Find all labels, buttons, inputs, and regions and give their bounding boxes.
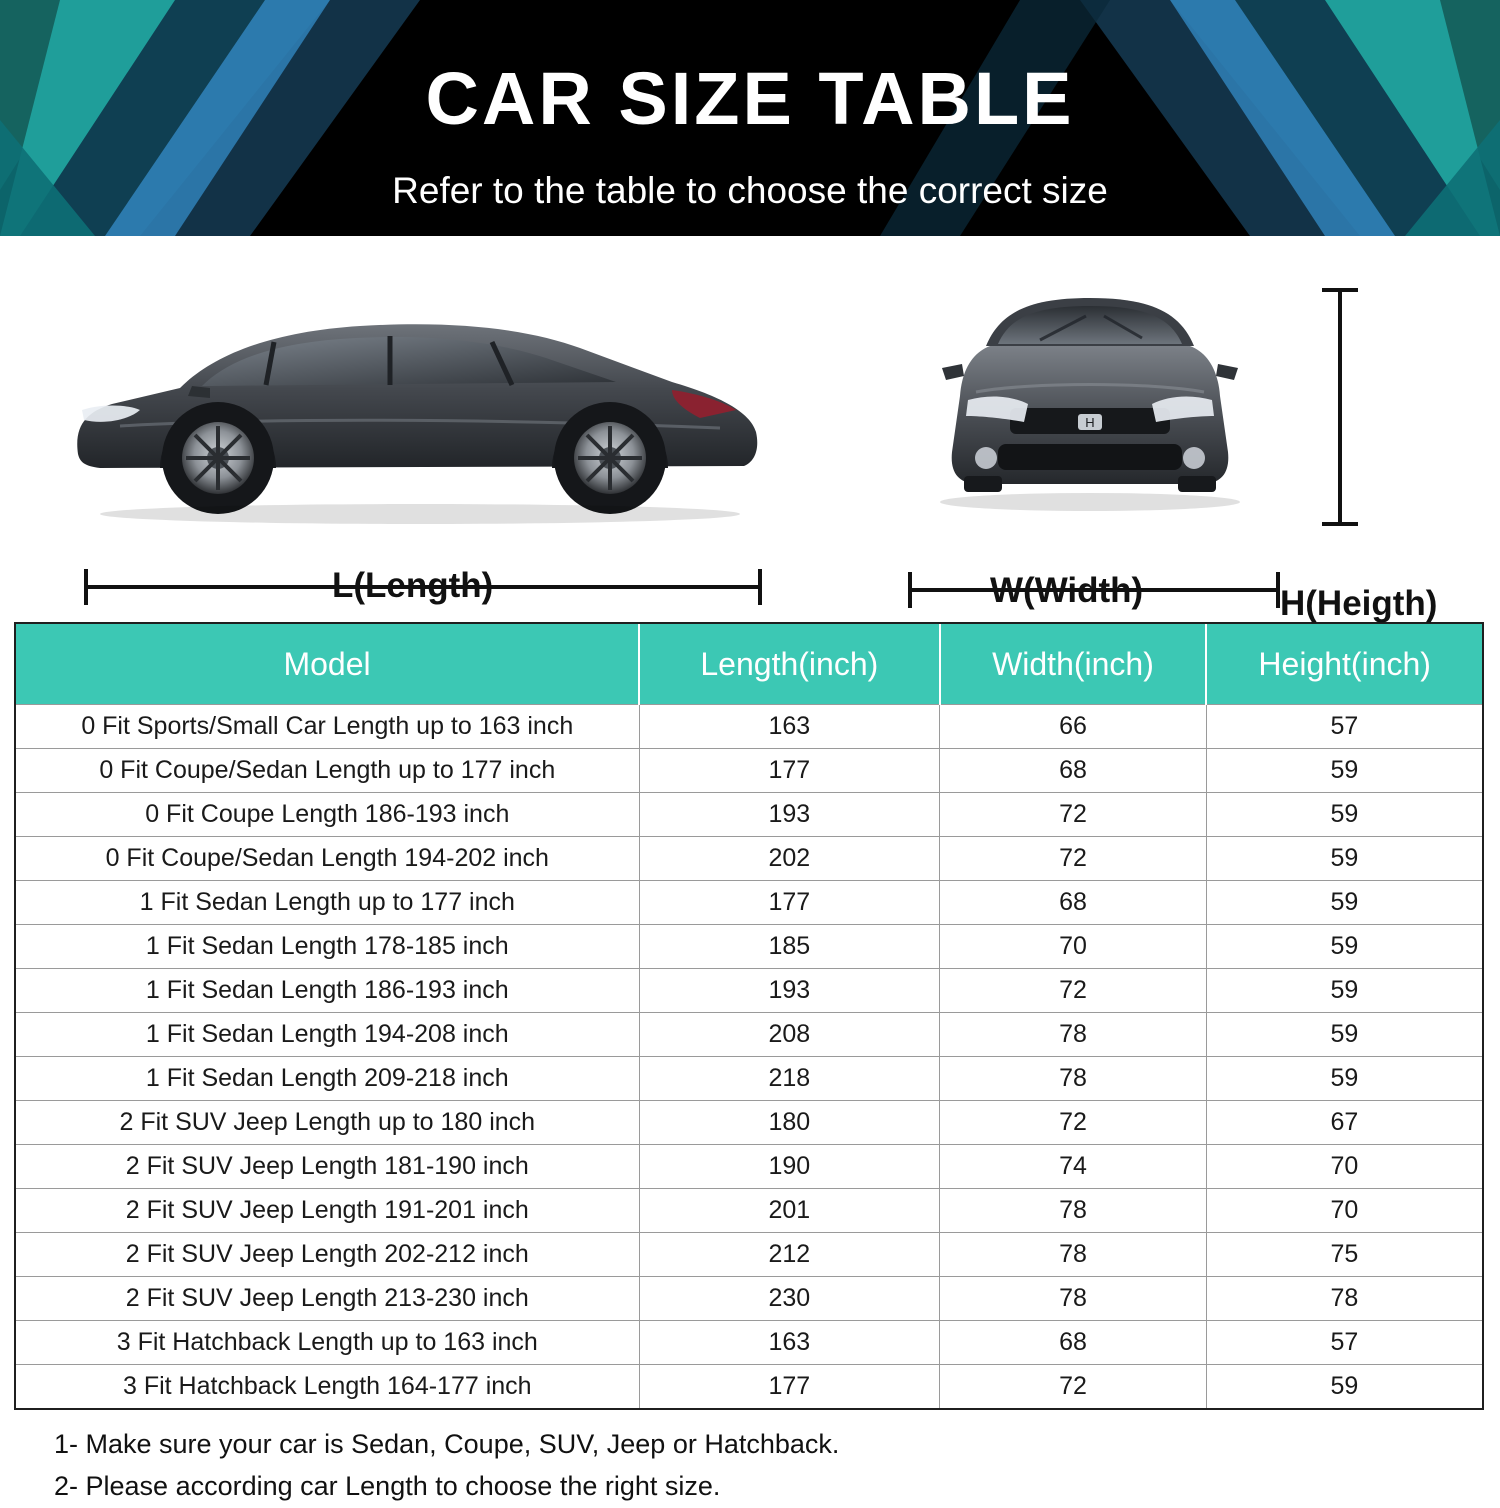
- column-header-width: Width(inch): [940, 624, 1207, 705]
- page-title: CAR SIZE TABLE: [425, 57, 1075, 140]
- table-row: [16, 1101, 1482, 1145]
- table-row: [16, 1145, 1482, 1189]
- cell-height: 59: [1206, 969, 1482, 1013]
- cell-model: 0 Fit Coupe/Sedan Length 194-202 inch: [16, 837, 639, 881]
- cell-length: 190: [639, 1145, 940, 1189]
- cell-width: 74: [940, 1145, 1207, 1189]
- table-row: [16, 969, 1482, 1013]
- cell-model: 2 Fit SUV Jeep Length 181-190 inch: [16, 1145, 639, 1189]
- svg-text:H: H: [1085, 415, 1095, 430]
- table-row: [16, 1365, 1482, 1409]
- cell-height: 59: [1206, 1365, 1482, 1409]
- height-axis-bottom-cap: [1322, 522, 1358, 526]
- car-side-view-image: [60, 286, 770, 526]
- cell-length: 218: [639, 1057, 940, 1101]
- table-row: [16, 925, 1482, 969]
- cell-length: 177: [639, 749, 940, 793]
- height-axis-line: [1338, 288, 1342, 526]
- size-table-container: [14, 622, 1484, 1410]
- cell-width: 78: [940, 1277, 1207, 1321]
- cell-length: 180: [639, 1101, 940, 1145]
- table-row: [16, 1013, 1482, 1057]
- length-axis-right-cap: [758, 569, 762, 605]
- cell-model: 1 Fit Sedan Length 178-185 inch: [16, 925, 639, 969]
- cell-length: 163: [639, 1321, 940, 1365]
- cell-model: 3 Fit Hatchback Length 164-177 inch: [16, 1365, 639, 1409]
- table-row: [16, 881, 1482, 925]
- table-row: [16, 1277, 1482, 1321]
- cell-height: 59: [1206, 1013, 1482, 1057]
- cell-length: 202: [639, 837, 940, 881]
- cell-model: 2 Fit SUV Jeep Length up to 180 inch: [16, 1101, 639, 1145]
- note-line-2: 2- Please according car Length to choose the right size.: [54, 1470, 721, 1501]
- table-row: [16, 705, 1482, 749]
- width-dimension-label: W(Width): [990, 571, 1144, 610]
- cell-model: 1 Fit Sedan Length 209-218 inch: [16, 1057, 639, 1101]
- cell-width: 78: [940, 1233, 1207, 1277]
- size-table: [16, 624, 1482, 1408]
- cell-length: 193: [639, 793, 940, 837]
- cell-model: 1 Fit Sedan Length 194-208 inch: [16, 1013, 639, 1057]
- cell-height: 78: [1206, 1277, 1482, 1321]
- table-row: [16, 1189, 1482, 1233]
- table-row: [16, 793, 1482, 837]
- page-subtitle: Refer to the table to choose the correct size: [392, 170, 1108, 211]
- cell-width: 78: [940, 1189, 1207, 1233]
- cell-height: 59: [1206, 881, 1482, 925]
- notes-section: [14, 1410, 1486, 1508]
- cell-width: 66: [940, 705, 1207, 749]
- cell-model: 0 Fit Coupe Length 186-193 inch: [16, 793, 639, 837]
- cell-height: 57: [1206, 1321, 1482, 1365]
- cell-model: 2 Fit SUV Jeep Length 213-230 inch: [16, 1277, 639, 1321]
- cell-height: 70: [1206, 1145, 1482, 1189]
- cell-height: 67: [1206, 1101, 1482, 1145]
- cell-width: 72: [940, 793, 1207, 837]
- height-dimension-label: H(Heigth): [1280, 584, 1438, 623]
- cell-model: 1 Fit Sedan Length 186-193 inch: [16, 969, 639, 1013]
- cell-height: 75: [1206, 1233, 1482, 1277]
- width-axis-left-cap: [908, 572, 912, 608]
- cell-model: 0 Fit Coupe/Sedan Length up to 177 inch: [16, 749, 639, 793]
- cell-width: 72: [940, 969, 1207, 1013]
- cell-length: 230: [639, 1277, 940, 1321]
- cell-model: 2 Fit SUV Jeep Length 202-212 inch: [16, 1233, 639, 1277]
- cell-height: 59: [1206, 1057, 1482, 1101]
- column-header-height: Height(inch): [1206, 624, 1482, 705]
- cell-width: 70: [940, 925, 1207, 969]
- cell-model: 1 Fit Sedan Length up to 177 inch: [16, 881, 639, 925]
- cell-length: 177: [639, 1365, 940, 1409]
- cell-model: 0 Fit Sports/Small Car Length up to 163 inch: [16, 705, 639, 749]
- cell-height: 57: [1206, 705, 1482, 749]
- cell-height: 70: [1206, 1189, 1482, 1233]
- cell-height: 59: [1206, 925, 1482, 969]
- cell-model: 2 Fit SUV Jeep Length 191-201 inch: [16, 1189, 639, 1233]
- table-header: [16, 624, 1482, 705]
- cell-length: 163: [639, 705, 940, 749]
- cell-width: 68: [940, 749, 1207, 793]
- table-body: [16, 705, 1482, 1409]
- table-row: [16, 749, 1482, 793]
- cell-model: 3 Fit Hatchback Length up to 163 inch: [16, 1321, 639, 1365]
- header-banner: [0, 0, 1500, 236]
- table-row: [16, 1321, 1482, 1365]
- table-row: [16, 1057, 1482, 1101]
- height-axis-top-cap: [1322, 288, 1358, 292]
- cell-length: 201: [639, 1189, 940, 1233]
- cell-height: 59: [1206, 837, 1482, 881]
- car-front-view-image: [890, 276, 1290, 536]
- cell-height: 59: [1206, 749, 1482, 793]
- cell-length: 193: [639, 969, 940, 1013]
- cell-length: 177: [639, 881, 940, 925]
- cell-length: 208: [639, 1013, 940, 1057]
- cell-length: 185: [639, 925, 940, 969]
- cell-width: 72: [940, 1101, 1207, 1145]
- cell-width: 68: [940, 1321, 1207, 1365]
- cell-width: 72: [940, 837, 1207, 881]
- cell-length: 212: [639, 1233, 940, 1277]
- length-dimension-label: L(Length): [332, 566, 494, 605]
- note-line-1: 1- Make sure your car is Sedan, Coupe, SUV, Jeep or Hatchback.: [54, 1429, 840, 1459]
- dimension-diagram: [0, 236, 1500, 622]
- column-header-length: Length(inch): [639, 624, 940, 705]
- column-header-model: Model: [16, 624, 639, 705]
- table-row: [16, 837, 1482, 881]
- cell-width: 78: [940, 1057, 1207, 1101]
- table-row: [16, 1233, 1482, 1277]
- length-axis-left-cap: [84, 569, 88, 605]
- cell-height: 59: [1206, 793, 1482, 837]
- cell-width: 68: [940, 881, 1207, 925]
- cell-width: 72: [940, 1365, 1207, 1409]
- cell-width: 78: [940, 1013, 1207, 1057]
- table-header-row: [16, 624, 1482, 705]
